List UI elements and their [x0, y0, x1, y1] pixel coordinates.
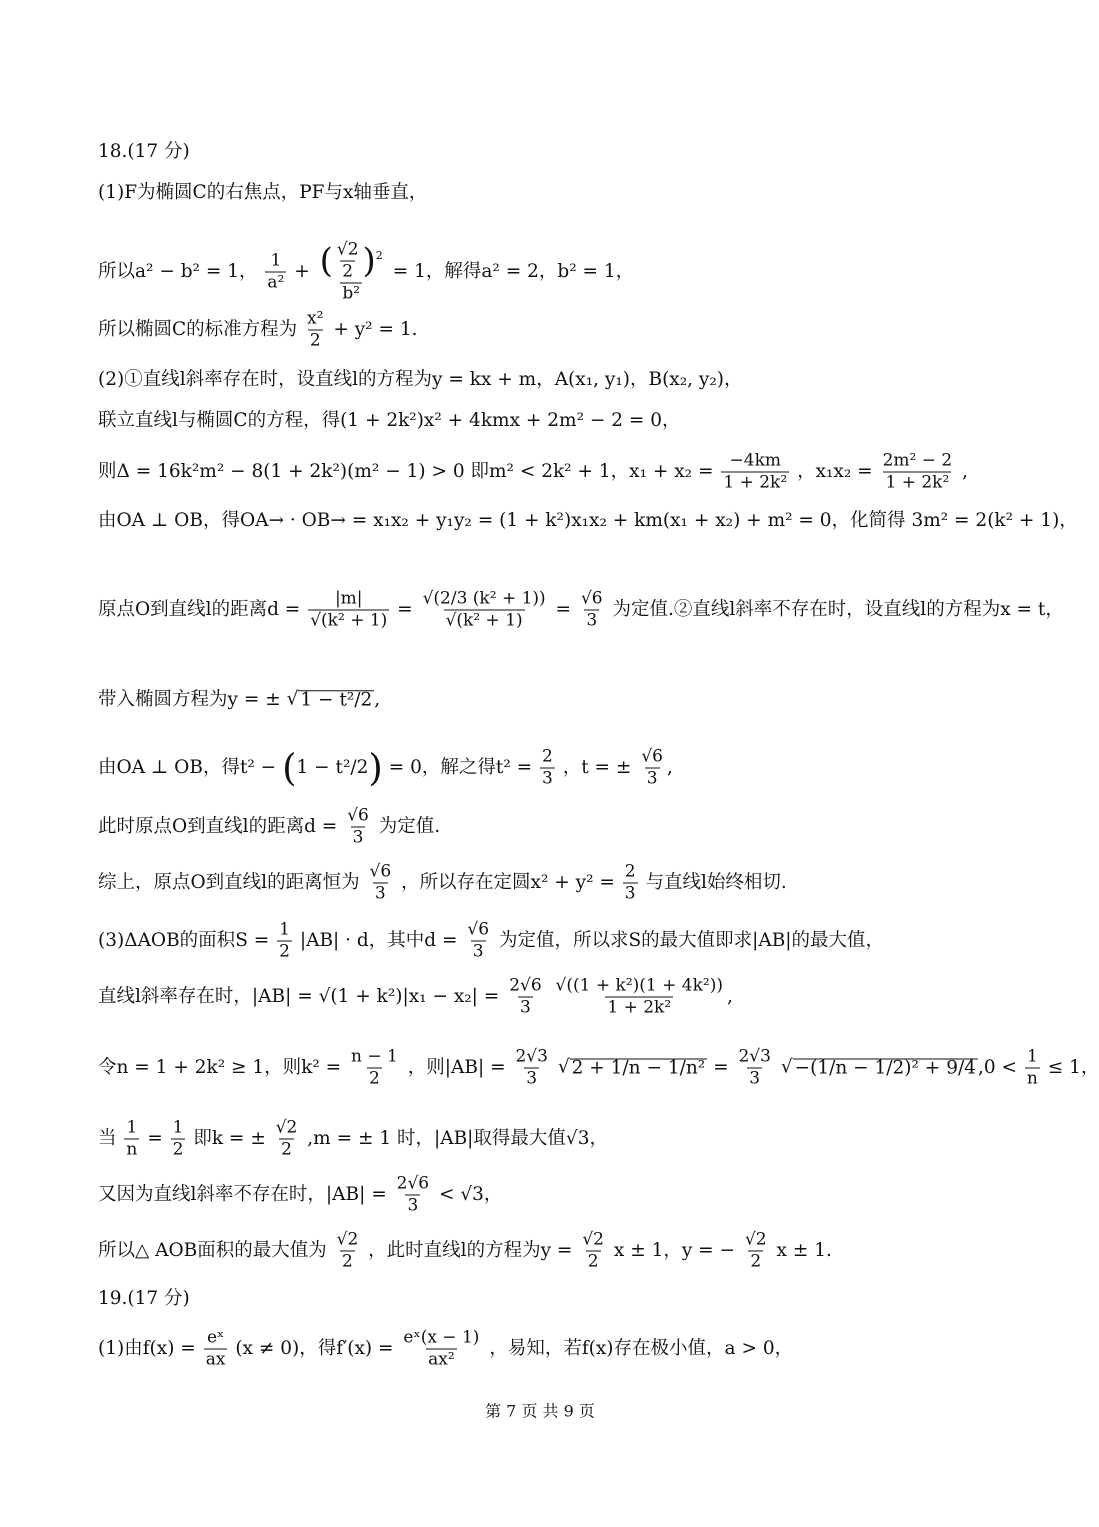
fraction-2sqrt3-over-3: $\frac{2√3}{3}$: [515, 1046, 548, 1089]
fraction-sqrt2-sq-over-b2: ( $\frac{√2}{2}$ )$^2$ b²: [319, 239, 383, 304]
fraction-sqrt2-over-2-c: $\frac{√2}{2}$: [582, 1229, 604, 1272]
fraction-derivative: $\frac{\text{eˣ(x − 1)}}{\text{ax²}}$: [403, 1327, 480, 1370]
p18-part3-line1: (3)ΔAOB的面积S = $\frac{1}{2}$ |AB| · d，其中d = $\frac{√6}{3}$ 为定值，所以求S的最大值即求|AB|的最大值，: [98, 919, 885, 962]
fraction-1-over-2-b: $\frac{1}{2}$: [172, 1117, 184, 1160]
p18-part2-line8: 此时原点O到直线l的距离d = $\frac{√6}{3}$ 为定值.: [98, 805, 441, 848]
sqrt-expression: √ 1 − t²/2: [286, 688, 373, 711]
p18-part2-line7: 由OA ⊥ OB，得t² − (1 − t²/2) = 0，解之得t² = $\frac{2}{3}$ ，t = ± $\frac{√6}{3}$ ,: [98, 746, 673, 790]
fraction-abs-m: $\frac{|m|}{\text{√(k² + 1)}}$: [310, 588, 388, 631]
p18-part2-line2: 联立直线l与椭圆C的方程，得(1 + 2k²)x² + 4kmx + 2m² − 2 = 0，: [98, 409, 681, 431]
fraction-x2-over-2: $\frac{\text{x²}}{2}$: [307, 308, 324, 351]
fraction-sqrt6-over-3: $\frac{√6}{3}$: [580, 588, 603, 631]
fraction-2sqrt6-over-3-b: $\frac{2√6}{3}$: [396, 1173, 430, 1216]
p18-part2-line1: (2)①直线l斜率存在时，设直线l的方程为y = kx + m，A(x₁, y₁)，B(x₂, y₂)，: [98, 368, 743, 390]
fraction-1-over-a2: $\frac{1}{\text{a²}}$: [267, 250, 285, 293]
p18-part1-line3: 所以椭圆C的标准方程为 $\frac{\text{x²}}{2}$ + y² = 1.: [98, 308, 418, 351]
fraction-sqrt6-over-3-e: $\frac{√6}{3}$: [467, 919, 490, 962]
p18-part3-line3: 令n = 1 + 2k² ≥ 1，则k² = $\frac{n - 1}{2}$ ，则|AB| = $\frac{2√3}{3}$ √ 2 + 1/n − 1/n² = $\frac{2√3}{3}$ √ −(1/n − 1/2)² + 9/4 ,0 < $\frac{1}{n}$ ≤ 1，: [98, 1046, 1099, 1089]
p18-part2-line4: 由OA ⊥ OB，得OA→ · OB→ = x₁x₂ + y₁y₂ = (1 + k²)x₁x₂ + km(x₁ + x₂) + m² = 0，化简得 3m² = 2(k² + 1)，: [98, 509, 1078, 531]
p18-part3-line4: 当 $\frac{1}{n}$ = $\frac{1}{2}$ 即k = ± $\frac{√2}{2}$ ,m = ± 1 时，|AB|取得最大值√3，: [98, 1117, 608, 1160]
p18-part3-line5: 又因为直线l斜率不存在时，|AB| = $\frac{2√6}{3}$ < √3，: [98, 1173, 503, 1216]
p18-part1-line1: (1)F为椭圆C的右焦点，PF与x轴垂直，: [98, 181, 428, 203]
fraction-sqrt2-over-2-d: $\frac{√2}{2}$: [744, 1229, 767, 1272]
page-footer: 第 7 页 共 9 页: [485, 1401, 595, 1421]
fraction-sqrt2-over-2: $\frac{√2}{2}$: [275, 1117, 298, 1160]
p18-part2-line3: 则Δ = 16k²m² − 8(1 + 2k²)(m² − 1) > 0 即m² < 2k² + 1，x₁ + x₂ = $\frac{-4km}{\text{1 + 2k²}}$ ，x₁x₂ = $\frac{\text{2m² − 2}}{\text{1 + 2k²}}$ ,: [98, 450, 968, 493]
fraction-n-minus-1-over-2: $\frac{n - 1}{2}$: [351, 1046, 398, 1089]
p18-part3-line6: 所以△ AOB面积的最大值为 $\frac{√2}{2}$ ，此时直线l的方程为y = $\frac{√2}{2}$ x ± 1，y = − $\frac{√2}{2}$ x ± 1.: [98, 1229, 832, 1272]
p18-part2-line9: 综上，原点O到直线l的距离恒为 $\frac{√6}{3}$ ，所以存在定圆x² + y² = $\frac{2}{3}$ 与直线l始终相切.: [98, 861, 787, 904]
problem-19-title: 19.(17 分): [98, 1287, 190, 1309]
p19-line1: (1)由f(x) = $\frac{\text{eˣ}}{ax}$ (x ≠ 0)，得f′(x) = $\frac{\text{eˣ(x − 1)}}{\text{ax²}}$ ，易知，若f(x)存在极小值，a > 0，: [98, 1327, 794, 1370]
fraction-sqrt2-over-2-b: $\frac{√2}{2}$: [336, 1229, 359, 1272]
fraction-2-over-3: $\frac{2}{3}$: [542, 746, 553, 789]
fraction-sqrt6-over-3-d: $\frac{√6}{3}$: [369, 861, 392, 904]
p18-part2-line5: 原点O到直线l的距离d = $\frac{|m|}{\text{√(k² + 1)}}$ = $\frac{\text{√(2/3 (k² + 1))}}{\text{√(k² + 1)}}$ = $\frac{√6}{3}$ 为定值.②直线l斜率不存在时，设直线l的方程为x = t，: [98, 588, 1064, 631]
fraction-2sqrt6-over-3: $\frac{2√6}{3}$: [509, 975, 542, 1018]
fraction-ex-over-ax: $\frac{\text{eˣ}}{ax}$: [205, 1327, 226, 1370]
fraction-1-over-2: $\frac{1}{2}$: [279, 919, 290, 962]
sqrt-inner-b: √ −(1/n − 1/2)² + 9/4: [780, 1056, 976, 1079]
fraction-sqrt6-over-3-c: $\frac{√6}{3}$: [347, 805, 369, 848]
p18-part3-line2: 直线l斜率存在时，|AB| = √(1 + k²)|x₁ − x₂| = $\frac{2√6}{3}$ $\frac{\text{√((1 + k²)(1 + 4k²))}}{\text{1 + 2k²}}$ ,: [98, 975, 733, 1018]
p18-part2-line6: 带入椭圆方程为y = ± √ 1 − t²/2 ,: [98, 688, 381, 711]
fraction-sqrt6-over-3-b: $\frac{√6}{3}$: [641, 746, 663, 789]
fraction-neg4km: $\frac{-4km}{\text{1 + 2k²}}$: [723, 450, 788, 493]
sqrt-inner-a: √ 2 + 1/n − 1/n²: [557, 1056, 706, 1079]
fraction-2sqrt3-over-3-b: $\frac{2√3}{3}$: [738, 1046, 771, 1089]
fraction-2m2-minus-2: $\frac{\text{2m² − 2}}{\text{1 + 2k²}}$: [882, 450, 953, 493]
fraction-1-over-n-b: $\frac{1}{n}$: [126, 1117, 138, 1160]
fraction-prod-sqrt: $\frac{\text{√((1 + k²)(1 + 4k²))}}{\text{1 + 2k²}}$: [555, 975, 723, 1018]
fraction-1-over-n: $\frac{1}{n}$: [1026, 1046, 1038, 1089]
problem-18-title: 18.(17 分): [98, 140, 190, 162]
fraction-sqrt-two-thirds: $\frac{\text{√(2/3 (k² + 1))}}{\text{√(k² + 1)}}$: [422, 588, 546, 631]
fraction-2-over-3-b: $\frac{2}{3}$: [624, 861, 636, 904]
p18-part1-line2: 所以a² − b² = 1， $\frac{1}{\text{a²}}$ + ( $\frac{√2}{2}$ )$^2$ b² = 1，解得a² = 2，b² = 1，: [98, 239, 635, 304]
